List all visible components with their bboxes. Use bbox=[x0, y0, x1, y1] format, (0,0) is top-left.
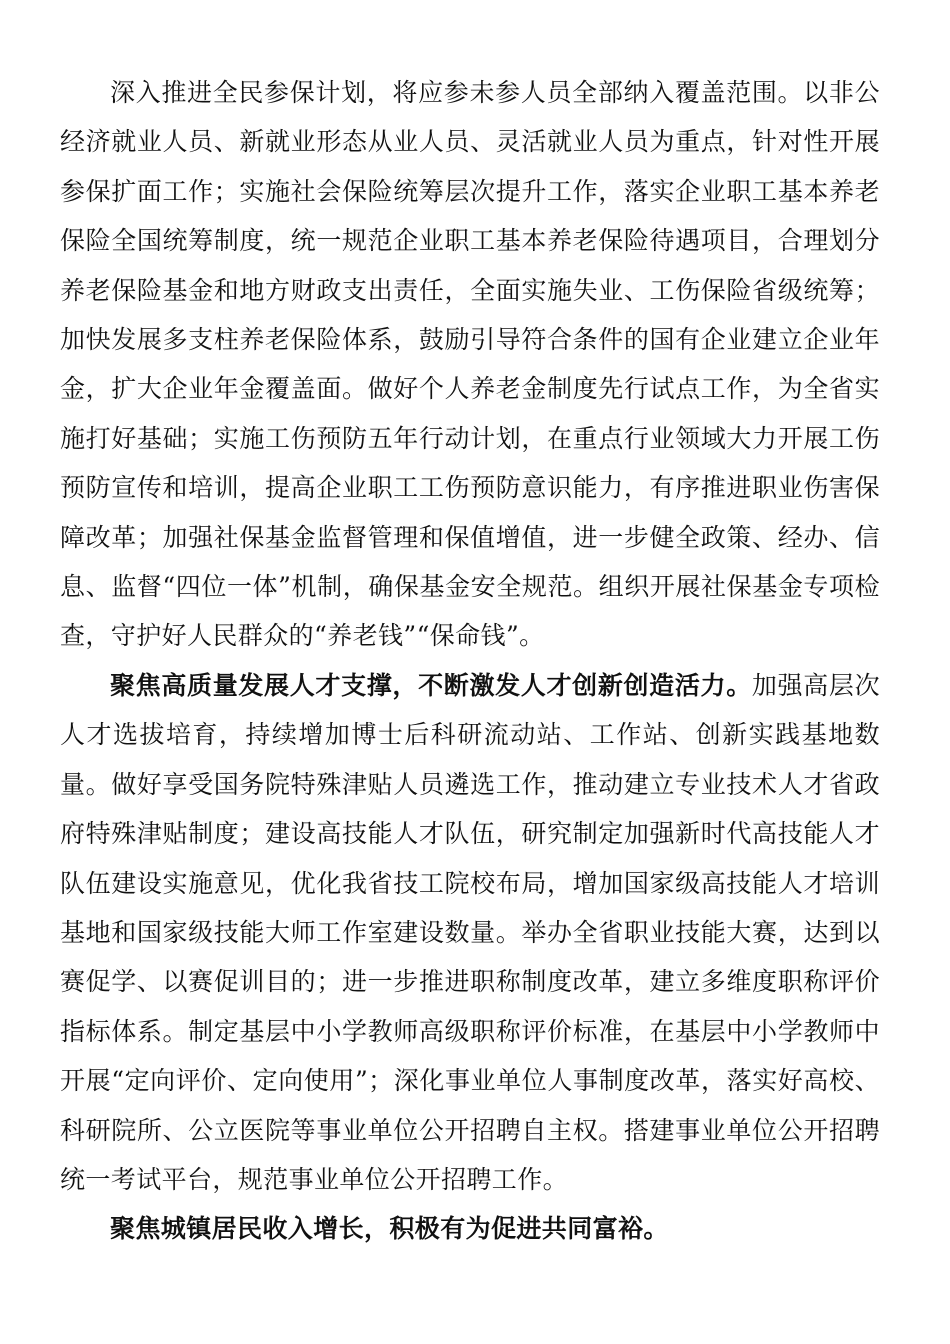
paragraph-lead: 聚焦高质量发展人才支撑，不断激发人才创新创造活力。 bbox=[110, 670, 752, 700]
paragraph-talent-support bbox=[60, 661, 880, 1204]
paragraph-social-insurance bbox=[60, 68, 880, 661]
paragraph-lead: 聚焦城镇居民收入增长，积极有为促进共同富裕。 bbox=[110, 1214, 669, 1244]
paragraph-text: 加强高层次人才选拔培育，持续增加博士后科研流动站、工作站、创新实践基地数量。做好享受国务院特殊津贴人员遴选工作，推动建立专业技术人才省政府特殊津贴制度；建设高技能人才队伍，研究制定加强新时代高技能人才队伍建设实施意见，优化我省技工院校布局，增加国家级高技能人才培训基地和国家级技能大师工作室建设数量。举办全省职业技能大赛，达到以赛促学、以赛促训目的；进一步推进职称制度改革，建立多维度职称评价指标体系。制定基层中小学教师高级职称评价标准，在基层中小学教师中开展“定向评价、定向使用”；深化事业单位人事制度改革，落实好高校、科研院所、公立医院等事业单位公开招聘自主权。搭建事业单位公开招聘统一考试平台，规范事业单位公开招聘工作。 bbox=[60, 670, 880, 1194]
paragraph-text: 深入推进全民参保计划，将应参未参人员全部纳入覆盖范围。以非公经济就业人员、新就业形态从业人员、灵活就业人员为重点，针对性开展参保扩面工作；实施社会保险统筹层次提升工作，落实企业职工基本养老保险全国统筹制度，统一规范企业职工基本养老保险待遇项目，合理划分养老保险基金和地方财政支出责任，全面实施失业、工伤保险省级统筹；加快发展多支柱养老保险体系，鼓励引导符合条件的国有企业建立企业年金，扩大企业年金覆盖面。做好个人养老金制度先行试点工作，为全省实施打好基础；实施工伤预防五年行动计划，在重点行业领域大力开展工伤预防宣传和培训，提高企业职工工伤预防意识能力，有序推进职业伤害保障改革；加强社保基金监督管理和保值增值，进一步健全政策、经办、信息、监督“四位一体”机制，确保基金安全规范。组织开展社保基金专项检查，守护好人民群众的“养老钱”“保命钱”。 bbox=[60, 78, 880, 651]
paragraph-income-growth bbox=[60, 1204, 880, 1253]
document-body bbox=[60, 68, 880, 1254]
